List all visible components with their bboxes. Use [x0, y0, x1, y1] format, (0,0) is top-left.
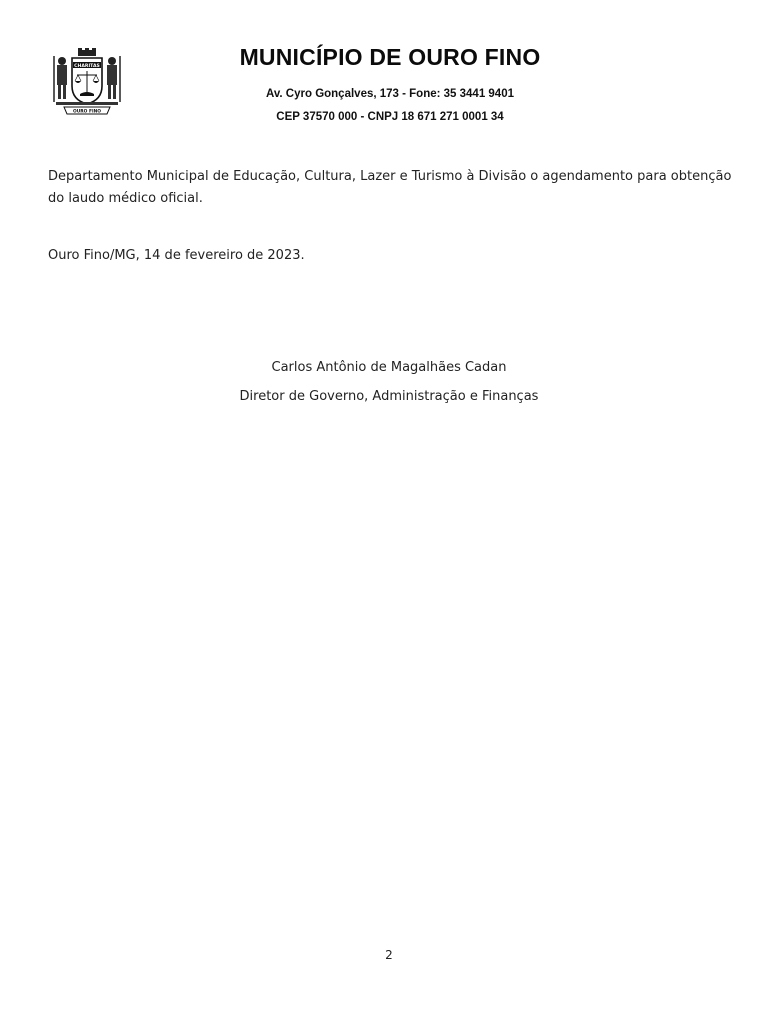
registry-line: CEP 37570 000 - CNPJ 18 671 271 0001 34 [276, 111, 504, 123]
body-paragraph: Departamento Municipal de Educação, Cultura, Lazer e Turismo à Divisão o agendamento para obtenção do laudo médico oficial. [48, 169, 732, 206]
crest-ribbon: OURO FINO [73, 109, 101, 115]
municipal-coat-of-arms-icon [50, 48, 124, 118]
address-line: Av. Cyro Gonçalves, 173 - Fone: 35 3441 9401 [265, 88, 514, 100]
signatory-role: Diretor de Governo, Administração e Finanças [239, 389, 539, 404]
crest-motto: CHARITAS [74, 64, 100, 69]
municipality-title: MUNICÍPIO DE OURO FINO [239, 44, 541, 70]
date-line: Ouro Fino/MG, 14 de fevereiro de 2023. [48, 248, 305, 263]
page-number: 2 [385, 948, 393, 962]
signatory-name: Carlos Antônio de Magalhães Cadan [271, 360, 507, 375]
